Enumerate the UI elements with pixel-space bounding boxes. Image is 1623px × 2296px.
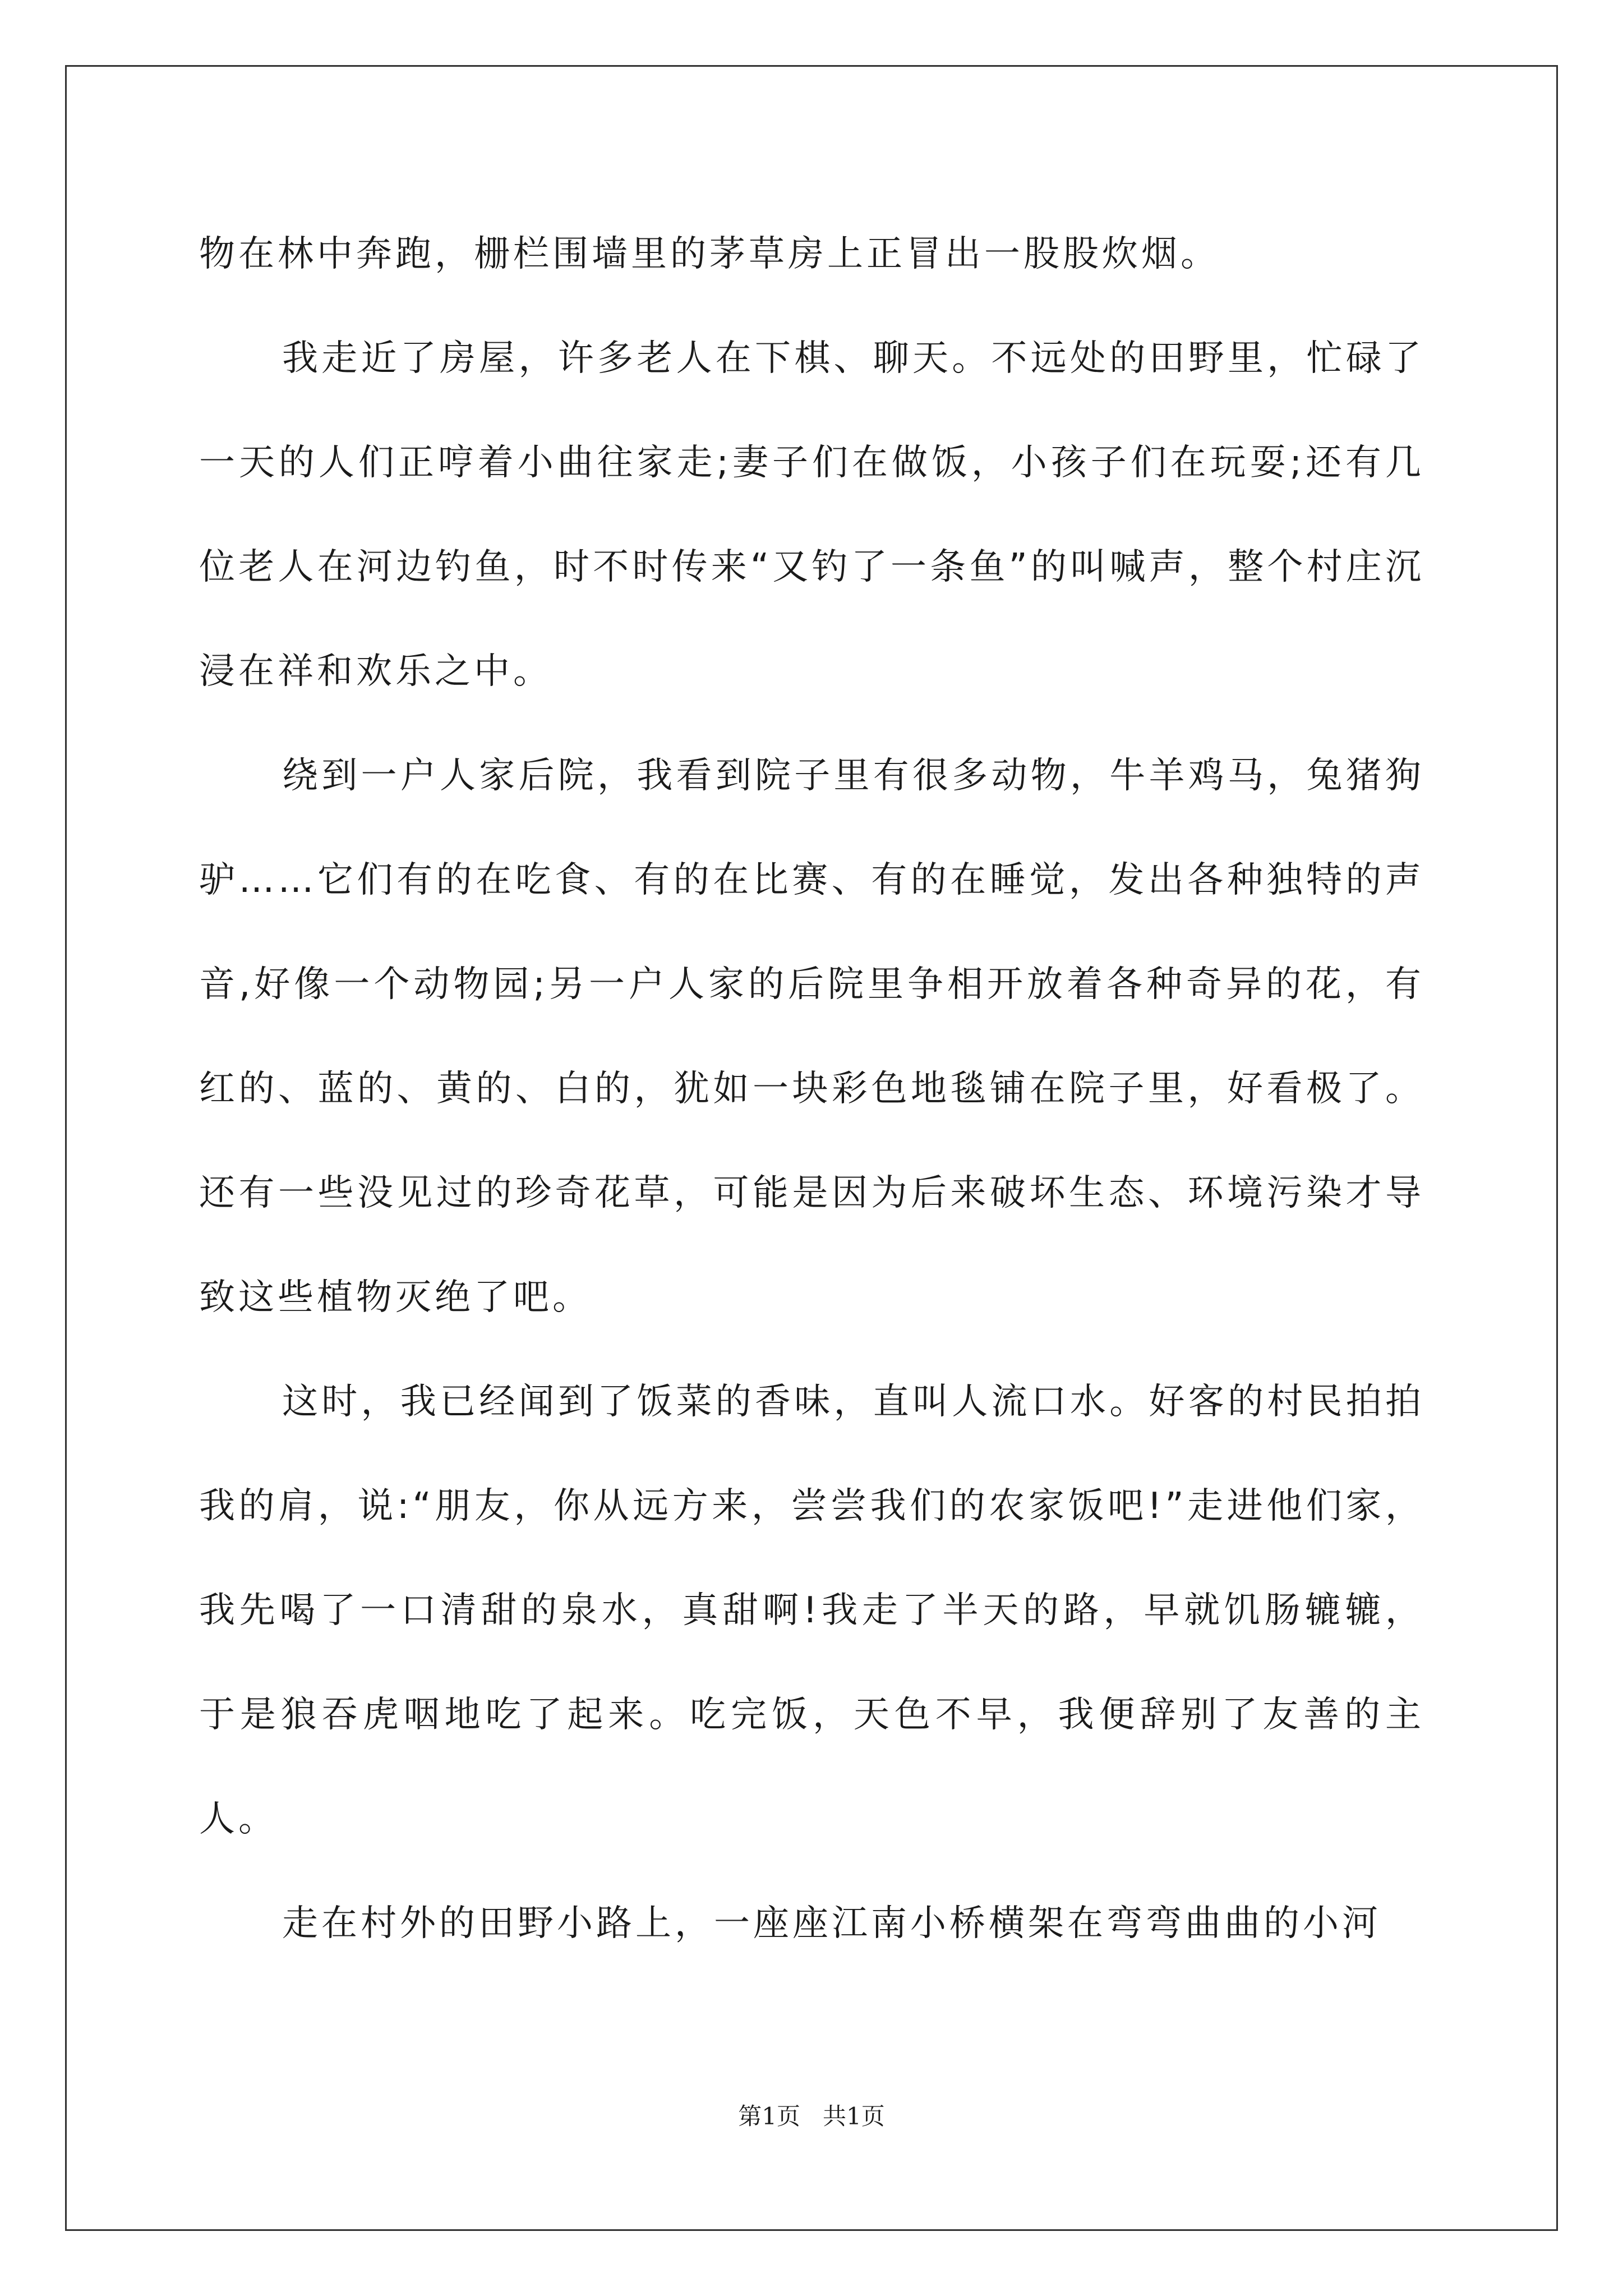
- page-number-footer: 第1页 共1页: [738, 2102, 885, 2130]
- paragraph-5: 走在村外的田野小路上，一座座江南小桥横架在弯弯曲曲的小河: [282, 1903, 1381, 1944]
- document-body: [199, 202, 1424, 1976]
- paragraph-1: 物在林中奔跑，栅栏围墙里的茅草房上正冒出一股股炊烟。: [199, 233, 1220, 275]
- paragraph-3: 绕到一户人家后院，我看到院子里有很多动物，牛羊鸡马，兔猪狗驴……它们有的在吃食、有的在比赛、有的在睡觉，发出各种独特的声音,好像一个动物园;另一户人家的后院里争相开放着各种奇异的花，有红的、蓝的、黄的、白的，犹如一块彩色地毯铺在院子里，好看极了。还有一些没见过的珍奇花草，可能是因为后来破坏生态、环境污染才导致这些植物灭绝了吧。: [199, 755, 1424, 1318]
- paragraph-2: 我走近了房屋，许多老人在下棋、聊天。不远处的田野里，忙碌了一天的人们正哼着小曲往家走;妻子们在做饭，小孩子们在玩耍;还有几位老人在河边钓鱼，时不时传来“又钓了一条鱼”的叫喊声，整个村庄沉浸在祥和欢乐之中。: [199, 338, 1424, 692]
- paragraph-4: 这时，我已经闻到了饭菜的香味，直叫人流口水。好客的村民拍拍我的肩，说:“朋友，你从远方来，尝尝我们的农家饭吧!”走进他们家，我先喝了一口清甜的泉水，真甜啊!我走了半天的路，早就饥肠辘辘，于是狼吞虎咽地吃了起来。吃完饭，天色不早，我便辞别了友善的主人。: [199, 1381, 1424, 1840]
